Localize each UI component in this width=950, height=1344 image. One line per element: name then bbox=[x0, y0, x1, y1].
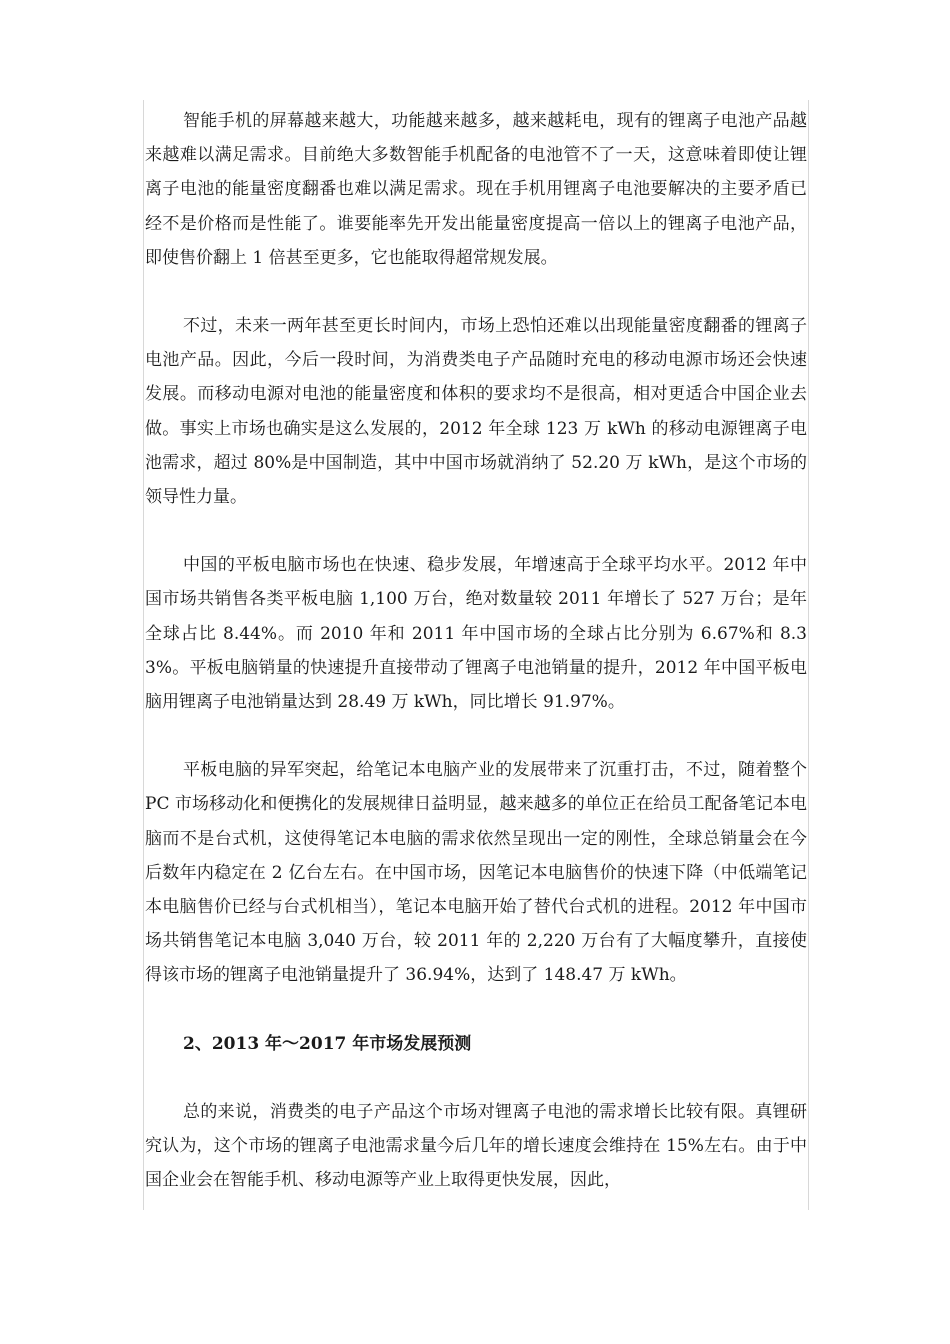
paragraph-smartphone: 智能手机的屏幕越来越大，功能越来越多，越来越耗电，现有的锂离子电池产品越来越难以满足需求。目前绝大多数智能手机配备的电池管不了一天，这意味着即使让锂离子电池的能量密度翻番也难以满足需求。现在手机用锂离子电池要解决的主要矛盾已经不是价格而是性能了。谁要能率先开发出能量密度提高一倍以上的锂离子电池产品，即使售价翻上 1 倍甚至更多，它也能取得超常规发展。 bbox=[145, 111, 807, 268]
paragraph-tablet: 中国的平板电脑市场也在快速、稳步发展，年增速高于全球平均水平。2012 年中国市场共销售各类平板电脑 1,100 万台，绝对数量较 2011 年增长了 527 万台；是年全球占比 8.44%。而 2010 年和 2011 年中国市场的全球占比分别为 6.67%和 8.33%。平板电脑销量的快速提升直接带动了锂离子电池销量的提升，2012 年中国平板电脑用锂离子电池销量达到 28.49 万 kWh，同比增长 91.97%。 bbox=[145, 555, 807, 713]
paragraph-spacer bbox=[145, 993, 807, 1027]
paragraph-summary: 总的来说，消费类的电子产品这个市场对锂离子电池的需求增长比较有限。真锂研究认为，这个市场的锂离子电池需求量今后几年的增长速度会维持在 15%左右。由于中国企业会在智能手机、移动电源等产业上取得更快发展，因此， bbox=[145, 1101, 807, 1191]
paragraph-spacer bbox=[145, 514, 807, 548]
paragraph-spacer bbox=[145, 1061, 807, 1095]
paragraph-spacer bbox=[145, 719, 807, 753]
paragraph-spacer bbox=[145, 275, 807, 309]
document-body bbox=[145, 104, 807, 1197]
paragraph-power-bank: 不过，未来一两年甚至更长时间内，市场上恐怕还难以出现能量密度翻番的锂离子电池产品。因此，今后一段时间，为消费类电子产品随时充电的移动电源市场还会快速发展。而移动电源对电池的能量密度和体积的要求均不是很高，相对更适合中国企业去做。事实上市场也确实是这么发展的，2012 年全球 123 万 kWh 的移动电源锂离子电池需求，超过 80%是中国制造，其中中国市场就消纳了 52.20 万 kWh，是这个市场的领导性力量。 bbox=[145, 316, 807, 508]
section-heading: 2、2013 年～2017 年市场发展预测 bbox=[183, 1033, 472, 1054]
paragraph-notebook: 平板电脑的异军突起，给笔记本电脑产业的发展带来了沉重打击，不过，随着整个 PC 市场移动化和便携化的发展规律日益明显，越来越多的单位正在给员工配备笔记本电脑而不是台式机，这使得笔记本电脑的需求依然呈现出一定的刚性，全球总销量会在今后数年内稳定在 2 亿台左右。在中国市场，因笔记本电脑售价的快速下降（中低端笔记本电脑售价已经与台式机相当），笔记本电脑开始了替代台式机的进程。2012 年中国市场共销售笔记本电脑 3,040 万台，较 2011 年的 2,220 万台有了大幅度攀升，直接使得该市场的锂离子电池销量提升了 36.94%，达到了 148.47 万 kWh。 bbox=[145, 760, 807, 986]
